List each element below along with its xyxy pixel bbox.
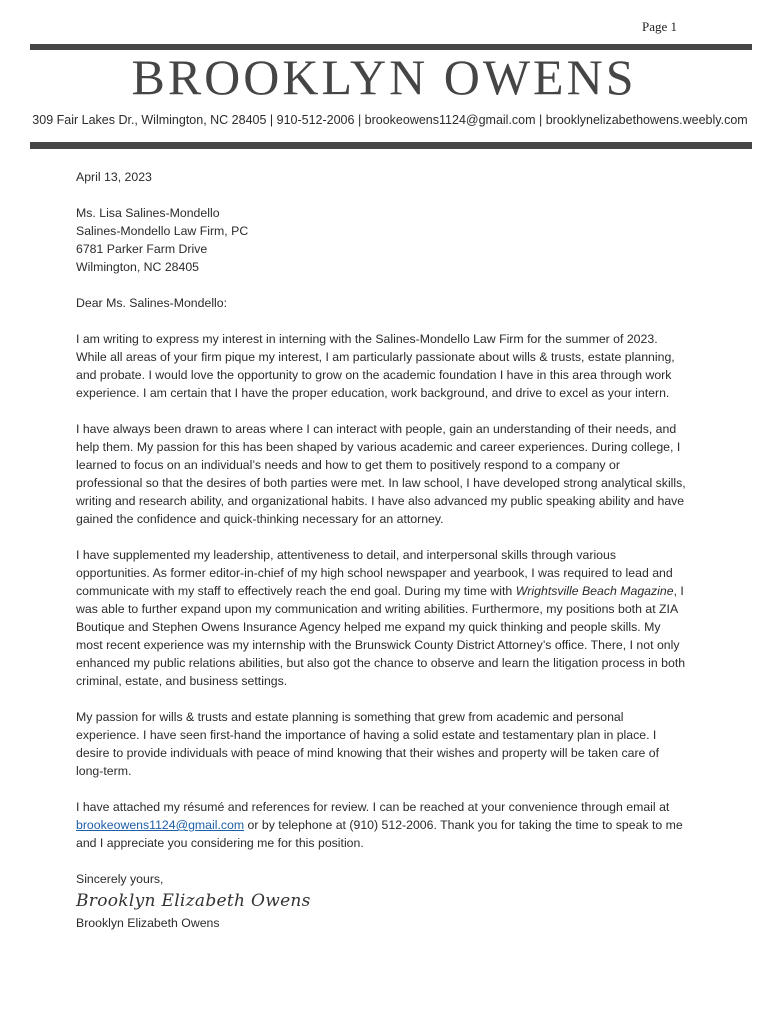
salutation: Dear Ms. Salines-Mondello: [76, 296, 228, 310]
page-number: Page 1 [642, 19, 678, 34]
paragraph-3-part-a: I have supplemented my leadership, attentiveness to detail, and interpersonal skills through various opportunities. As former editor-in-chief of my high school newspaper and yearbook, I was required to lead and communicate with my staff to effectively reach the end goal. During my time with [76, 548, 673, 598]
applicant-name-heading: BROOKLYN OWENS [131, 49, 637, 105]
paragraph-2: I have always been drawn to areas where I can interact with people, gain an understanding of their needs, and help them. My passion for this has been shaped by various academic and career experiences. During college, I learned to focus on an individual’s needs and how to get them to positively respond to a company or professional so that the desires of both parties were met. In law school, I have developed strong analytical skills, writing and research ability, and organizational habits. I have also advanced my public speaking ability and have gained the confidence and quick-thinking necessary for an attorney. [76, 422, 686, 526]
paragraph-4: My passion for wills & trusts and estate planning is something that grew from academic and personal experience. I have seen first-hand the importance of having a solid estate and testamentary plan in place. I desire to provide individuals with peace of mind knowing that their wishes and property will be taken care of long-term. [76, 710, 660, 778]
recipient-street: 6781 Parker Farm Drive [76, 242, 208, 256]
magazine-title: Wrightsville Beach Magazine [515, 584, 674, 598]
paragraph-5-part-a: I have attached my résumé and references for review. I can be reached at your convenience through email at [76, 800, 670, 814]
printed-name: Brooklyn Elizabeth Owens [76, 916, 220, 930]
letter-body [76, 168, 686, 932]
recipient-address [76, 204, 686, 276]
paragraph-5 [76, 798, 686, 852]
email-link[interactable]: brookeowens1124@gmail.com [76, 818, 245, 832]
letter-date: April 13, 2023 [76, 170, 152, 184]
paragraph-5-part-b: or by telephone at (910) 512-2006. Thank you for taking the time to speak to me and I appreciate you considering me for this position. [76, 818, 683, 850]
paragraph-1: I am writing to express my interest in interning with the Salines-Mondello Law Firm for the summer of 2023. While all areas of your firm pique my interest, I am particularly passionate about wills & trusts, estate planning, and probate. I would love the opportunity to grow on the academic foundation I have in this area through work experience. I am certain that I have the proper education, work background, and drive to excel as your intern. [76, 332, 675, 400]
closing-phrase: Sincerely yours, [76, 872, 164, 886]
recipient-name: Ms. Lisa Salines-Mondello [76, 206, 220, 220]
handwritten-signature: Brooklyn Elizabeth Owens [76, 891, 311, 911]
closing-block [76, 870, 686, 932]
paragraph-3-part-b: , I was able to further expand upon my communication and writing abilities. Furthermore, my positions both at ZIA Boutique and Stephen Owens Insurance Agency helped me expand my quick thinking and people skills. My most recent experience was my internship with the Brunswick County District Attorney’s office. There, I not only enhanced my public relations abilities, but also got the chance to observe and learn the litigation process in both criminal, estate, and business settings. [76, 584, 686, 688]
header-bottom-rule [30, 142, 752, 149]
contact-line: 309 Fair Lakes Dr., Wilmington, NC 28405 | 910-512-2006 | brookeowens1124@gmail.com | brooklynelizabethowens.weebly.com [32, 113, 748, 127]
paragraph-3 [76, 546, 686, 690]
recipient-city: Wilmington, NC 28405 [76, 260, 200, 274]
recipient-firm: Salines-Mondello Law Firm, PC [76, 224, 249, 238]
